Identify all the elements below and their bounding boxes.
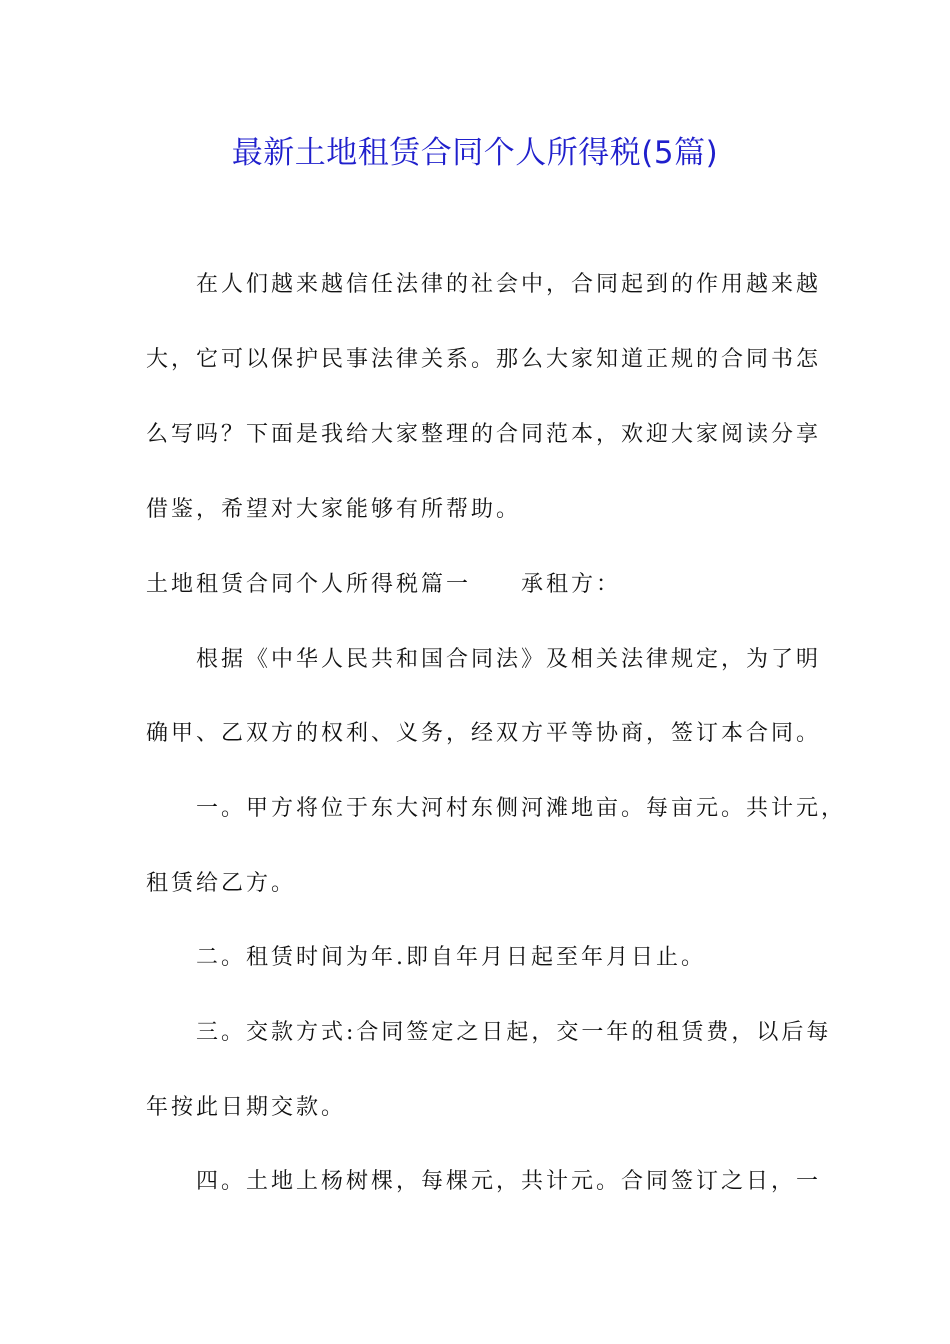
clause4-line-1: 四。土地上杨树棵，每棵元，共计元。合同签订之日，一 [196,1169,822,1194]
basis-line-1: 根据《中华人民共和国合同法》及相关法律规定，为了明 [196,647,822,672]
section-heading-line [146,570,621,600]
clause1-line-2: 租赁给乙方。 [146,871,297,896]
lessee-label: 承租方： [521,572,622,597]
intro-line-1: 在人们越来越信任法律的社会中，合同起到的作用越来越 [196,272,822,297]
intro-line-4: 借鉴，希望对大家能够有所帮助。 [146,497,522,522]
clause3-line-2: 年按此日期交款。 [146,1095,347,1120]
clause1-line-1: 一。甲方将位于东大河村东侧河滩地亩。每亩元。共计元， [196,796,847,821]
intro-line-2: 大，它可以保护民事法律关系。那么大家知道正规的合同书怎 [146,347,822,372]
clause2-line-1: 二。租赁时间为年.即自年月日起至年月日止。 [196,945,706,970]
clause3-line-1: 三。交款方式:合同签定之日起，交一年的租赁费，以后每 [196,1020,832,1045]
intro-line-3: 么写吗？下面是我给大家整理的合同范本，欢迎大家阅读分享 [146,422,822,447]
basis-line-2: 确甲、乙双方的权利、义务，经双方平等协商，签订本合同。 [146,721,822,746]
section-heading: 土地租赁合同个人所得税篇一 [146,572,472,597]
document-title: 最新土地租赁合同个人所得税(5篇) [231,135,719,171]
